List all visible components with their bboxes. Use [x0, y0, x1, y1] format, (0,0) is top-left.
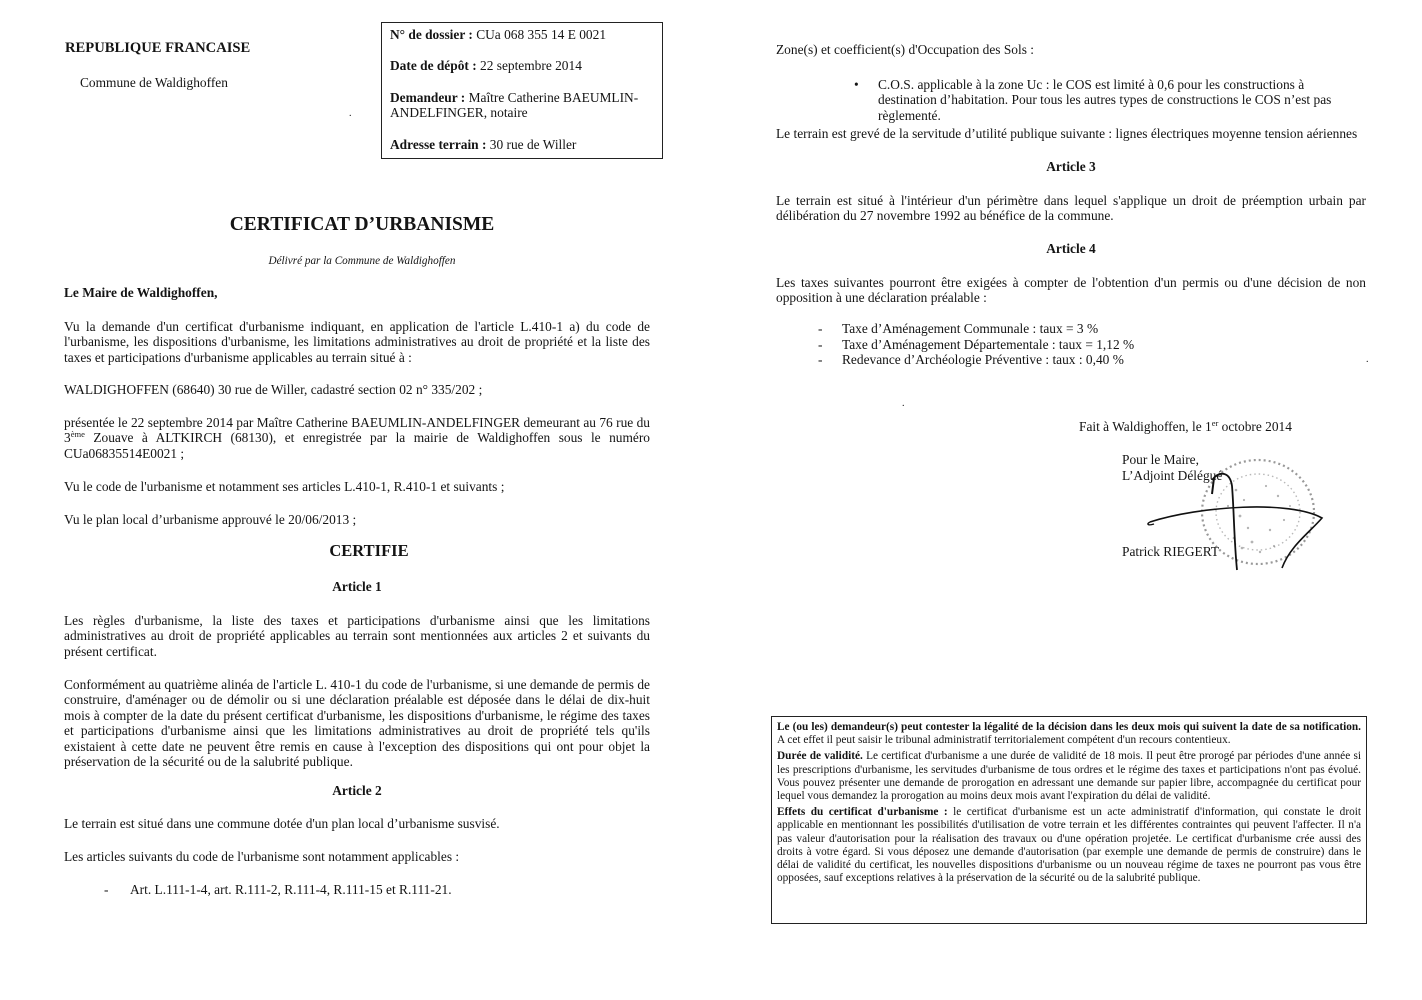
- zones-cos-label: Zone(s) et coefficient(s) d'Occupation des Sols :: [776, 42, 1034, 57]
- list-item: [104, 882, 452, 897]
- article-1-heading: Article 1: [332, 579, 382, 594]
- article-4-paragraph: Les taxes suivantes pourront être exigées à compter de l'obtention d'un permis ou d'une décision de non opposition à une déclaration préalable :: [776, 275, 1366, 306]
- notice-effects-text: le certificat d'urbanisme est un acte administratif d'information, qui constate le droit applicable en mentionnant les possibilités d'utilisation de votre terrain et les différentes contraintes qui peuvent l'affecter. Il n'a pas valeur d'autorisation pour la réalisation des travaux ou d'une opération projetée. Le certificat d'urbanisme crée aussi des droits à votre égard. Si vous déposez une demande d'autorisation (par exemple une demande de permis de construire) dans le délai de validité du certificat, les nouvelles dispositions d'urbanisme ou un nouveau régime de taxes ne pourront pas vous être opposées, sauf exceptions relatives à la préservation de la sécurité ou de la salubrité publique.: [777, 806, 1362, 885]
- place-date-text-1: Fait à Waldighoffen, le 1: [1079, 419, 1212, 434]
- dossier-info-box: [381, 22, 663, 159]
- land-address-label: Adresse terrain :: [390, 136, 487, 152]
- article-2-plu-paragraph: Le terrain est situé dans une commune dotée d'un plan local d’urbanisme susvisé.: [64, 816, 500, 831]
- for-the-mayor: Pour le Maire,: [1122, 452, 1199, 467]
- cos-item-text: C.O.S. applicable à la zone Uc : le COS est limité à 0,6 pour les constructions à destination d’habitation. Pour tous les autres types de constructions le COS n’est pas règlementé.: [878, 77, 1332, 123]
- dash-bullet-icon: -: [104, 882, 109, 897]
- cos-list-item: [854, 77, 1366, 123]
- place-date-superscript: er: [1211, 418, 1219, 428]
- bullet-icon: •: [854, 77, 859, 92]
- place-date-line: [1079, 419, 1292, 434]
- dash-bullet-icon: -: [818, 352, 823, 368]
- applicant-value: Maître Catherine BAEUMLIN-ANDELFINGER, notaire: [390, 89, 639, 121]
- notice-appeal-text: A cet effet il peut saisir le tribunal administratif territorialement compétent d'un recours contentieux.: [777, 734, 1231, 747]
- servitude-paragraph: Le terrain est grevé de la servitude d’utilité publique suivante : lignes électriques moyenne tension aériennes: [776, 126, 1358, 141]
- certifie-heading: CERTIFIE: [329, 541, 409, 560]
- tax-item: [818, 321, 1134, 337]
- presented-text-2: Zouave à ALTKIRCH (68130), et enregistrée par la mairie de Waldighoffen sous le numéro CUa06835514E0021 ;: [64, 430, 650, 461]
- article-2-articles-intro: Les articles suivants du code de l'urbanisme sont notamment applicables :: [64, 849, 460, 864]
- notice-validity: [777, 750, 1361, 803]
- paragraph-request: Vu la demande d'un certificat d'urbanisme indiquant, en application de l'article L.410-1 a) du code de l'urbanisme, les dispositions d'urbanisme, les limitations administratives au droit de propriété et la liste des taxes et participations d'urbanisme applicables au terrain situé à :: [64, 319, 650, 365]
- deposit-date-value: 22 septembre 2014: [476, 58, 582, 74]
- notice-effects-heading: Effets du certificat d'urbanisme :: [777, 806, 948, 819]
- notice-validity-heading: Durée de validité.: [777, 750, 863, 763]
- applicant-row: [390, 90, 654, 121]
- paragraph-property-address: WALDIGHOFFEN (68640) 30 rue de Willer, cadastré section 02 n° 335/202 ;: [64, 382, 483, 397]
- applicable-articles-list: [104, 882, 452, 897]
- republique-francaise-heading: REPUBLIQUE FRANCAISE: [65, 40, 251, 56]
- deposit-date-row: [390, 58, 654, 73]
- list-item-text: Art. L.111-1-4, art. R.111-2, R.111-4, R.111-15 et R.111-21.: [130, 882, 452, 897]
- dash-bullet-icon: -: [818, 321, 823, 336]
- notice-effects: [777, 806, 1361, 885]
- article-1-paragraph-2: Conformément au quatrième alinéa de l'article L. 410-1 du code de l'urbanisme, si une demande de permis de construire, d'aménager ou de démolir ou si une déclaration préalable est déposée dans le délai de dix-huit mois à compter de la date du présent certificat d'urbanisme, les dispositions d'urbanisme, le régime des taxes et participations d'urbanisme ainsi que les limitations administratives au droit de propriété tels qu'ils existaient à cette date ne peuvent être remis en cause à l'exception des dispositions qui ont pour objet la préservation de la sécurité ou de la salubrité publique.: [64, 677, 650, 770]
- dossier-number-value: CUa 068 355 14 E 0021: [472, 27, 607, 42]
- presented-superscript: ème: [70, 429, 85, 440]
- tax-item-text: Taxe d’Aménagement Communale : taux = 3 %: [842, 321, 1099, 336]
- document-subtitle: Délivré par la Commune de Waldighoffen: [268, 255, 456, 267]
- land-address-row: [390, 137, 654, 152]
- tax-item-text: Taxe d’Aménagement Départementale : taux = 1,12 %: [842, 336, 1135, 352]
- commune-name: Commune de Waldighoffen: [80, 75, 228, 90]
- notice-appeal-heading: Le (ou les) demandeur(s) peut contester la légalité de la décision dans les deux mois qui suivent la date de sa notification.: [777, 721, 1361, 733]
- dossier-number-row: [390, 27, 654, 42]
- signatory-name: Patrick RIEGERT: [1122, 544, 1220, 559]
- place-date-text-2: octobre 2014: [1218, 419, 1292, 434]
- scan-speck: .: [1366, 354, 1369, 365]
- article-1-paragraph-1: Les règles d'urbanisme, la liste des taxes et participations d'urbanisme ainsi que les limitations administratives au droit de propriété applicables au terrain sont mentionnées aux articles 2 et suivants du présent certificat.: [64, 613, 650, 659]
- notice-validity-text: Le certificat d'urbanisme a une durée de validité de 18 mois. Il peut être prorogé par périodes d'une année si les prescriptions d'urbanisme, les servitudes d'urbanisme de tous ordres et le régime des taxes et participations n'ont pas évolué. Vous pouvez présenter une demande de prorogation en adressant une demande sur papier libre, accompagnée du certificat pour lequel vous demandez la prorogation au moins deux mois avant l'expiration du délai de validité.: [777, 750, 1361, 803]
- paragraph-plu-reference: Vu le plan local d’urbanisme approuvé le 20/06/2013 ;: [64, 512, 357, 527]
- dash-bullet-icon: -: [818, 336, 823, 352]
- paragraph-code-reference: Vu le code de l'urbanisme et notamment ses articles L.410-1, R.410-1 et suivants ;: [64, 479, 505, 494]
- article-3-heading: Article 3: [1046, 159, 1096, 174]
- article-2-heading: Article 2: [332, 783, 382, 798]
- presented-text-1: présentée le 22 septembre 2014 par Maître Catherine BAEUMLIN-ANDELFINGER demeurant au 76 rue du 3: [64, 415, 650, 446]
- tax-item-text: Redevance d’Archéologie Préventive : taux : 0,40 %: [842, 352, 1124, 368]
- scan-speck: .: [349, 108, 352, 119]
- mayor-heading: Le Maire de Waldighoffen,: [64, 285, 218, 300]
- tax-item: [818, 337, 1134, 353]
- deposit-date-label: Date de dépôt :: [390, 58, 477, 74]
- dossier-number-label: N° de dossier :: [390, 27, 473, 42]
- notice-appeal: [777, 721, 1361, 747]
- land-address-value: 30 rue de Willer: [486, 136, 577, 152]
- scan-speck: .: [902, 398, 905, 409]
- tax-list: [818, 321, 1134, 368]
- tax-item: [818, 352, 1134, 368]
- document-title: CERTIFICAT D’URBANISME: [229, 214, 495, 235]
- legal-notice-box: [771, 716, 1367, 924]
- applicant-label: Demandeur :: [390, 89, 466, 105]
- deputy-title: L’Adjoint Délégué: [1122, 468, 1223, 483]
- article-4-heading: Article 4: [1046, 241, 1096, 256]
- article-3-paragraph: Le terrain est situé à l'intérieur d'un périmètre dans lequel s'applique un droit de préemption urbain par délibération du 27 novembre 1992 au bénéfice de la commune.: [776, 193, 1366, 224]
- paragraph-presented-by: [64, 415, 650, 461]
